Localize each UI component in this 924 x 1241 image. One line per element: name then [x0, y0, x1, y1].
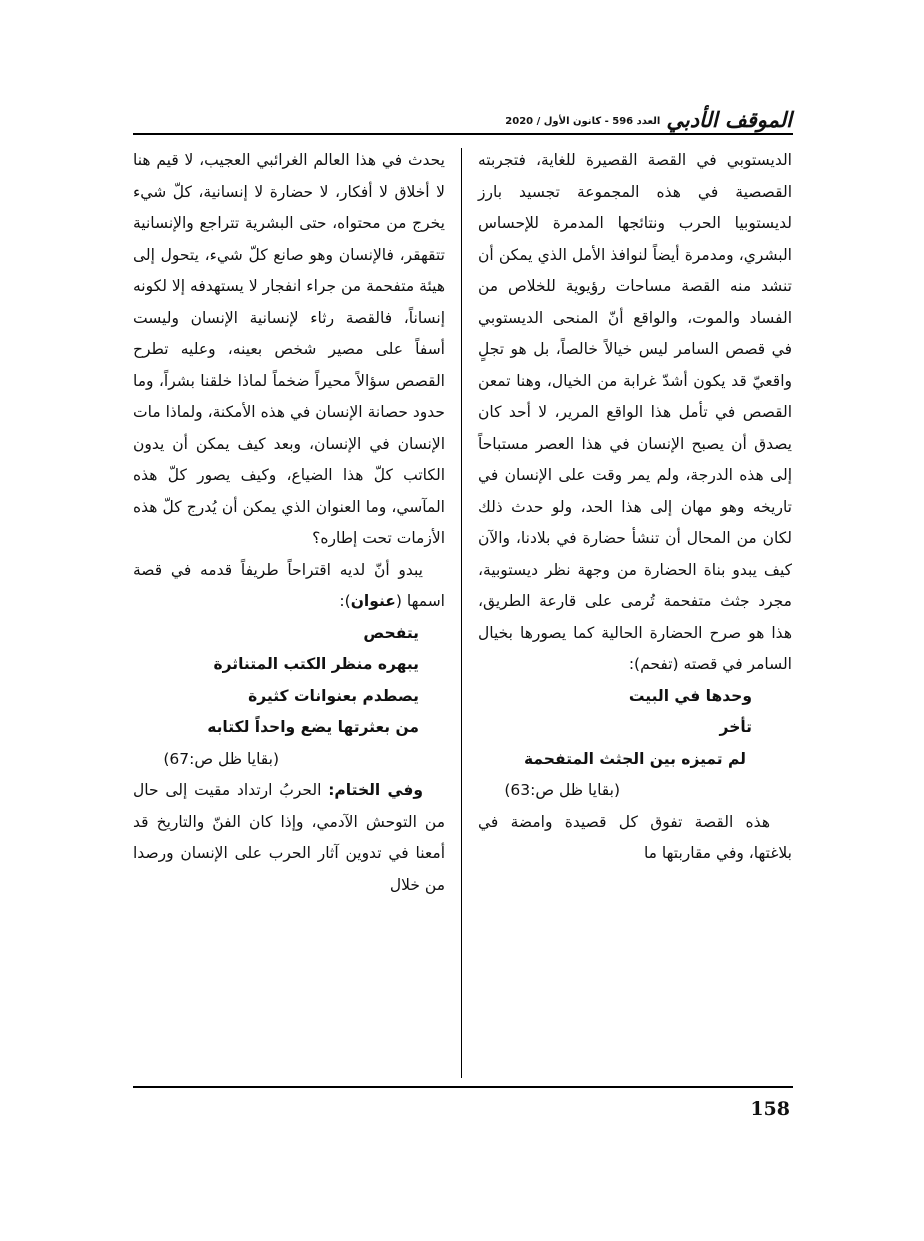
- reference: (بقايا ظل ص:63): [504, 781, 620, 799]
- issue-info: العدد 596 - كانون الأول / 2020: [505, 116, 661, 127]
- poem-line: يتفحص: [363, 623, 419, 642]
- poem-line: تأخر: [719, 718, 752, 736]
- reference: (بقايا ظل ص:67): [163, 749, 279, 768]
- running-header: [505, 101, 792, 132]
- body-paragraph: هذه القصة تفوق كل قصيدة وامضة في بلاغتها، وفي مقاربتها ما: [478, 812, 792, 862]
- poem-line: وحدها في البيت: [628, 686, 752, 705]
- poem-line: لم تميزه بين الجثث المتفحمة: [524, 749, 746, 768]
- body-paragraph: [133, 555, 445, 618]
- body-paragraph: يحدث في هذا العالم الغرائبي العجيب، لا قيم هنا لا أخلاق لا أفكار، لا حضارة لا إنسانية، كلّ شيء يخرج من محتواه، حتى البشرية تتراجع والإنسانية تتقهقر، فالإنسان وهو صانع كلّ شيء، يتحول إلى هيئة متفحمة من جراء انفجار لا يستهدفه إلا لكونه إنساناً، فالقصة رثاء لإنسانية الإنسان وليست أسفاً على مصير شخص بعينه، وعليه تطرح القصص سؤالاً محيراً ضخماً لماذا خلقنا بشراً، وما حدود حصانة الإنسان في هذه الأمكنة، ولماذا مات الإنسان في الإنسان، وبعد كيف يمكن أن يدون الكاتب كلّ هذا الضياع، وكيف يصور كلّ هذه المآسي، وما العنوان الذي يمكن أن يُدرج كلّ هذه الأزمات تحت إطاره؟: [133, 151, 445, 547]
- poem-line: يصطدم بعنوانات كثيرة: [248, 686, 419, 705]
- page-number: 158: [750, 1098, 790, 1120]
- left-column: [133, 145, 445, 901]
- poem-line: يبهره منظر الكتب المتناثرة: [213, 655, 419, 673]
- magazine-logo: الموقف الأدبي: [666, 107, 792, 132]
- right-column: [478, 145, 792, 870]
- story-title: عنوان: [350, 592, 396, 610]
- header-rule: [133, 133, 793, 135]
- paragraph-text: يبدو أنّ لديه اقتراحاً طريفاً قدمه في قصة اسمها (: [133, 560, 445, 610]
- paragraph-text: ):: [339, 592, 351, 610]
- section-label: وفي الختام:: [328, 781, 423, 799]
- footer-rule: [133, 1086, 793, 1088]
- body-paragraph: الديستوبي في القصة القصيرة للغاية، فتجربته القصصية في هذه المجموعة تجسيد بارز لديستوبيا الحرب ونتائجها المدمرة للإحساس البشري، ومدمرة أيضاً لنوافذ الأمل الذي يمكن أن تنشد منه القصة مساحات رؤيوية للخلاص من الفساد والموت، والواقع أنّ المنحى الديستوبي في قصص السامر ليس خيالاً خالصاً، بل هو تجلٍ واقعيّ قد يكون أشدّ غرابة من الخيال، وهنا تمعن القصص في تأمل هذا الواقع المرير، لا أحد كان يصدق أن يصبح الإنسان في هذا العصر مستباحاً إلى هذه الدرجة، ولم يمر وقت على الإنسان في تاريخه وهو مهان إلى هذا الحد، ولو حدث ذلك لكان من المحال أن تنشأ حضارة في بلادنا، والآن كيف يبدو بناة الحضارة من وجهة نظر ديستوبية، مجرد جثث متفحمة تُرمى على قارعة الطريق، هذا هو صرح الحضارة الحالية كما يصورها بخيال السامر في قصته (تفحم):: [478, 151, 792, 673]
- poem-line: من بعثرتها يضع واحداً لكتابه: [207, 718, 419, 736]
- paragraph-text: الحربُ ارتداد مقيت إلى حال من التوحش الآدمي، وإذا كان الفنّ والتاريخ قد أمعنا في تدوين آثار الحرب على الإنسان ورصدا من خلال: [133, 781, 445, 894]
- body-paragraph: [133, 775, 445, 901]
- column-divider: [461, 148, 462, 1078]
